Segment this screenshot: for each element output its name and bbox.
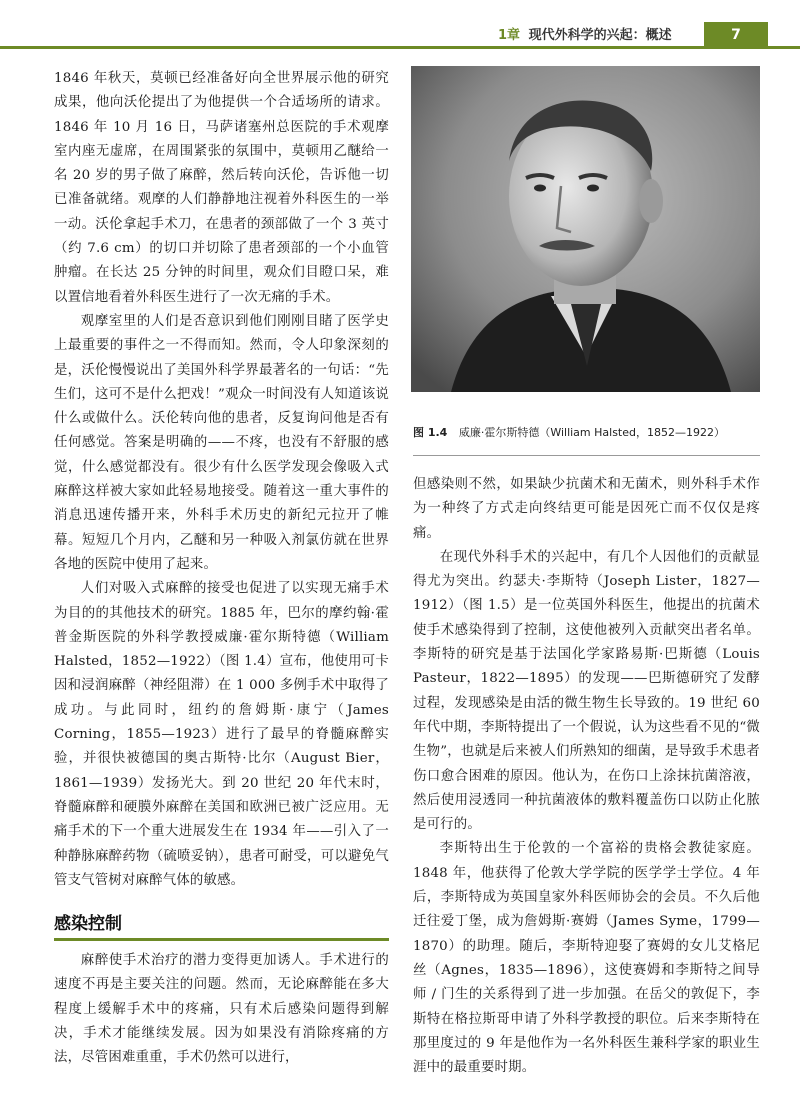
right-column [413, 473, 760, 1080]
left-column [54, 67, 389, 1071]
chapter-title-text: 现代外科学的兴起：概述 [528, 28, 672, 43]
running-header [0, 22, 800, 48]
page-number: 7 [704, 22, 768, 48]
portrait-illustration [411, 66, 760, 392]
paragraph: 观摩室里的人们是否意识到他们刚刚目睹了医学史上最重要的事件之一不得而知。然而，令人印象深刻的是，沃伦慢慢说出了美国外科学界最著名的一句话：“先生们，这可不是什么把戏！”观众一时间没有人知道该说什么或做什么。沃伦转向他的患者，反复询问他是否有任何感觉。答案是明确的——不疼，也没有不舒服的感觉，什么感觉都没有。很少有什么医学发现会像吸入式麻醉这样被大家如此轻易地接受。随着这一重大事件的消息迅速传播开来，外科手术历史的新纪元拉开了帷幕。短短几个月内，乙醚和另一种吸入剂氯仿就在世界各地的医院中使用了起来。 [54, 313, 389, 572]
paragraph: 在现代外科手术的兴起中，有几个人因他们的贡献显得尤为突出。约瑟夫·李斯特（Joseph Lister，1827—1912）（图 1.5）是一位英国外科医生，他提出的抗菌术使手术感染得到了控制，这使他被列入贡献突出者名单。李斯特的研究是基于法国化学家路易斯·巴斯德（Louis Pasteur，1822—1895）的发现——巴斯德研究了发酵过程，发现感染是由活的微生物生长导致的。19 世纪 60 年代中期，李斯特提出了一个假说，认为这些看不见的“微生物”，也就是后来被人们所熟知的细菌，是导致手术患者伤口愈合困难的原因。他认为，在伤口上涂抹抗菌溶液，然后使用浸透同一种抗菌液体的敷料覆盖伤口以防止化脓是可行的。 [413, 549, 760, 833]
portrait-photo [411, 66, 760, 392]
section-heading: 感染控制 [54, 909, 389, 941]
paragraph: 1846 年秋天，莫顿已经准备好向全世界展示他的研究成果，他向沃伦提出了为他提供一个合适场所的请求。1846 年 10 月 16 日，马萨诸塞州总医院的手术观摩室内座无虚席，在周围紧张的氛围中，莫顿用乙醚给一名 20 岁的男子做了麻醉，然后转向沃伦，告诉他一切已准备就绪。观摩的人们静静地注视着外科医生的一举一动。沃伦拿起手术刀，在患者的颈部做了一个 3 英寸（约 7.6 cm）的切口并切除了患者颈部的一个小血管肿瘤。在长达 25 分钟的时间里，观众们目瞪口呆，难以置信地看着外科医生进行了一次无痛的手术。 [54, 71, 389, 305]
chapter-number: 1章 [498, 28, 521, 43]
header-rule [0, 46, 800, 49]
figure-caption [413, 424, 760, 440]
caption-divider [413, 455, 760, 456]
paragraph: 麻醉使手术治疗的潜力变得更加诱人。手术进行的速度不再是主要关注的问题。然而，无论麻醉能在多大程度上缓解手术中的疼痛，只有术后感染问题得到解决，手术才能继续发展。因为如果没有消除疼痛的方法，尽管困难重重，手术仍然可以进行， [54, 953, 389, 1066]
chapter-title [498, 24, 672, 43]
figure-label: 图 1.4 [413, 426, 448, 439]
figure-caption-text: 威廉·霍尔斯特德（William Halsted，1852—1922） [458, 426, 725, 439]
paragraph: 但感染则不然，如果缺少抗菌术和无菌术，则外科手术作为一种终了方式走向终结更可能是因死亡而不仅仅是疼痛。 [413, 477, 760, 541]
paragraph: 人们对吸入式麻醉的接受也促进了以实现无痛手术为目的的其他技术的研究。1885 年，巴尔的摩约翰·霍普金斯医院的外科学教授威廉·霍尔斯特德（William Halsted，1852—1922）（图 1.4）宣布，他使用可卡因和浸润麻醉（神经阻滞）在 1 000 多例手术中取得了成功。与此同时，纽约的詹姆斯·康宁（James Corning，1855—1923）进行了最早的脊髓麻醉实验，并很快被德国的奥古斯特·比尔（August Bier，1861—1939）发扬光大。到 20 世纪 20 年代末时，脊髓麻醉和硬膜外麻醉在美国和欧洲已被广泛应用。无痛手术的下一个重大进展发生在 1934 年——引入了一种静脉麻醉药物（硫喷妥钠），患者可耐受，可以避免气管支气管树对麻醉气体的敏感。 [54, 581, 389, 888]
paragraph: 李斯特出生于伦敦的一个富裕的贵格会教徒家庭。1848 年，他获得了伦敦大学学院的医学学士学位。4 年后，李斯特成为英国皇家外科医师协会的会员。不久后他迁往爱丁堡，成为詹姆斯·赛姆（James Syme，1799—1870）的助理。随后，李斯特迎娶了赛姆的女儿艾格尼丝（Agnes，1835—1896），这使赛姆和李斯特之间导师 / 门生的关系得到了进一步加强。在岳父的敦促下，李斯特在格拉斯哥申请了外科学教授的职位。后来李斯特在那里度过的 9 年是他作为一名外科医生兼科学家的职业生涯中的最重要时期。 [413, 841, 760, 1076]
